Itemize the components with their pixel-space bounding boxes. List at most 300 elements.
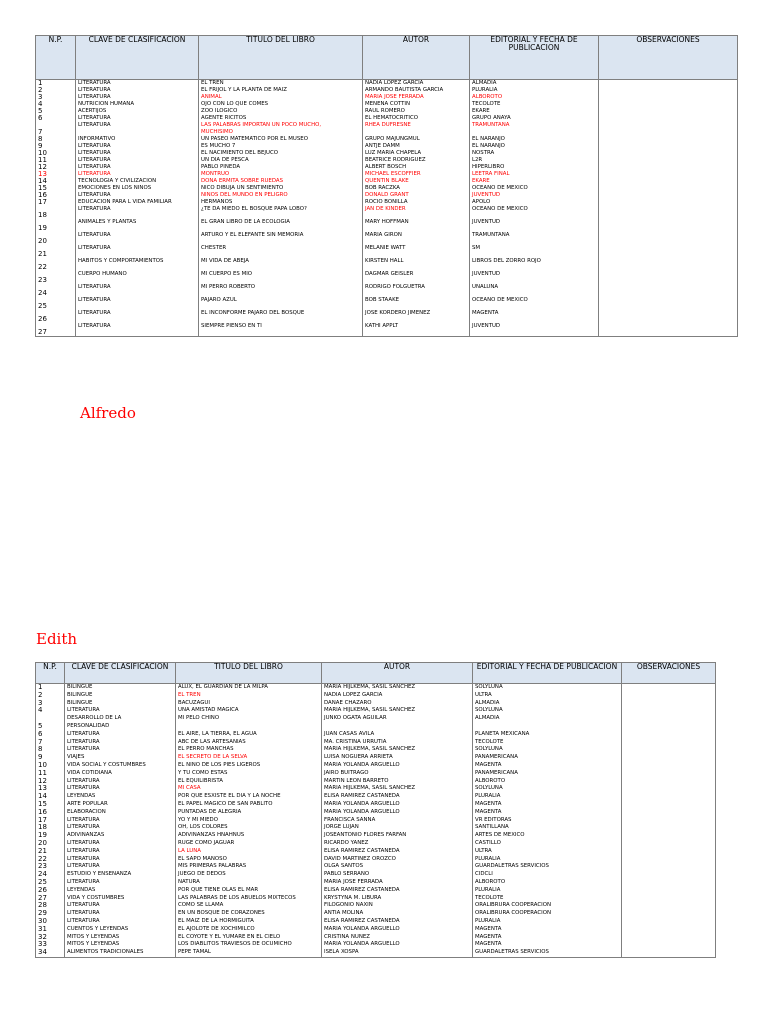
cell-autor: ISELA XOSPA bbox=[322, 949, 473, 957]
clave-text: NUTRICION HUMANA bbox=[78, 101, 135, 107]
cell-autor: MELANIE WATT bbox=[363, 245, 470, 258]
header-autor: AUTOR bbox=[363, 36, 470, 80]
cell-np: 32 bbox=[36, 934, 65, 942]
titulo-text: UN PASEO MATEMATICO POR EL MUSEO bbox=[201, 135, 308, 142]
table-row bbox=[36, 192, 738, 199]
header-editorial: EDITORIAL Y FECHA DE PUBLICACION bbox=[470, 36, 599, 80]
cell-clave bbox=[76, 232, 199, 245]
cell-titulo bbox=[176, 817, 322, 825]
cell-editorial: ULTRA bbox=[473, 848, 622, 856]
cell-titulo bbox=[176, 684, 322, 692]
titulo-text: NICO DIBUJA UN SENTIMIENTO bbox=[201, 184, 284, 191]
cell-editorial: ALMADIA bbox=[473, 700, 622, 708]
cell-clave bbox=[65, 856, 176, 864]
cell-observaciones bbox=[622, 856, 716, 864]
cell-editorial: MAGENTA bbox=[473, 926, 622, 934]
cell-autor: MARIA YOLANDA ARGUELLO bbox=[322, 941, 473, 949]
cell-autor: BOB RACZKA bbox=[363, 185, 470, 192]
cell-np: 10 bbox=[36, 762, 65, 770]
table-row bbox=[36, 87, 738, 94]
titulo-text-line2: MUCHISIMO bbox=[201, 128, 233, 135]
cell-titulo bbox=[176, 754, 322, 762]
cell-titulo bbox=[199, 171, 363, 178]
clave-text: VIAJES bbox=[67, 754, 85, 761]
titulo-text: EL AJOLOTE DE XOCHIMILCO bbox=[178, 925, 255, 932]
cell-editorial: JUVENTUD bbox=[470, 323, 599, 337]
cell-autor: MARIA HIJLKEMA, SASIL SANCHEZ bbox=[322, 684, 473, 692]
cell-autor: KIRSTEN HALL bbox=[363, 258, 470, 271]
cell-observaciones bbox=[599, 192, 738, 199]
titulo-text: ANIMAL bbox=[201, 94, 222, 100]
cell-autor: JAN DE KINDER bbox=[363, 206, 470, 219]
cell-editorial: ALBOROTO bbox=[470, 94, 599, 101]
table-row bbox=[36, 206, 738, 219]
cell-editorial: GUARDALETRAS SERVICIOS bbox=[473, 949, 622, 957]
cell-clave bbox=[65, 793, 176, 801]
clave-text: LITERATURA bbox=[67, 910, 100, 917]
cell-clave bbox=[65, 918, 176, 926]
table-row bbox=[36, 700, 716, 708]
cell-clave bbox=[65, 785, 176, 793]
table-row bbox=[36, 164, 738, 171]
cell-titulo bbox=[176, 692, 322, 700]
cell-titulo bbox=[199, 232, 363, 245]
cell-observaciones bbox=[622, 863, 716, 871]
table-row bbox=[36, 746, 716, 754]
cell-np: 23 bbox=[36, 863, 65, 871]
cell-np: 14 bbox=[36, 178, 76, 185]
cell-editorial: SOLYLUNA bbox=[473, 785, 622, 793]
titulo-text: AGENTE RICITOS bbox=[201, 115, 247, 121]
cell-editorial: PLANETA MEXICANA bbox=[473, 731, 622, 739]
cell-autor: RHEA DUFRESNE bbox=[363, 122, 470, 136]
table-row bbox=[36, 178, 738, 185]
cell-titulo bbox=[176, 809, 322, 817]
clave-text: MITOS Y LEYENDAS bbox=[67, 933, 120, 940]
cell-titulo bbox=[199, 164, 363, 171]
cell-autor: FILOGONIO NAXIN bbox=[322, 902, 473, 910]
cell-editorial: OCEANO DE MEXICO bbox=[470, 206, 599, 219]
signature-alfredo: Alfredo bbox=[80, 404, 136, 422]
titulo-text: Y TU COMO ESTAS bbox=[178, 769, 228, 776]
table-row bbox=[36, 762, 716, 770]
cell-clave bbox=[76, 178, 199, 185]
cell-editorial: JUVENTUD bbox=[470, 192, 599, 199]
titulo-text: MIS PRIMERAS PALABRAS bbox=[178, 863, 247, 870]
clave-text: CUERPO HUMANO bbox=[78, 270, 127, 277]
cell-autor: ELISA RAMIREZ CASTAÑEDA bbox=[322, 918, 473, 926]
cell-observaciones bbox=[622, 684, 716, 692]
cell-editorial: EL NARANJO bbox=[470, 143, 599, 150]
clave-text: TECNOLOGIA Y CIVILIZACION bbox=[78, 177, 157, 184]
cell-clave bbox=[65, 910, 176, 918]
clave-text: ESTUDIO Y ENSEÑANZA bbox=[67, 871, 132, 878]
cell-observaciones bbox=[622, 840, 716, 848]
titulo-text: SIEMPRE PIENSO EN TI bbox=[201, 322, 262, 329]
cell-observaciones bbox=[599, 94, 738, 101]
cell-observaciones bbox=[599, 284, 738, 297]
cell-observaciones bbox=[622, 746, 716, 754]
cell-autor: JUNKO OGATA AGUILAR bbox=[322, 715, 473, 731]
table-row bbox=[36, 94, 738, 101]
cell-observaciones bbox=[622, 801, 716, 809]
clave-text: LITERATURA bbox=[67, 707, 100, 714]
cell-autor: RICARDO YAÑEZ bbox=[322, 840, 473, 848]
titulo-text: CHESTER bbox=[201, 244, 227, 251]
cell-editorial: ARTES DE MEXICO bbox=[473, 832, 622, 840]
cell-clave bbox=[76, 80, 199, 88]
table-row bbox=[36, 692, 716, 700]
titulo-text: JUEGO DE DEDOS bbox=[178, 871, 226, 878]
cell-clave bbox=[76, 258, 199, 271]
table-row bbox=[36, 185, 738, 192]
clave-text: LITERATURA bbox=[78, 163, 111, 170]
cell-observaciones bbox=[599, 258, 738, 271]
cell-titulo bbox=[176, 848, 322, 856]
table-row bbox=[36, 258, 738, 271]
cell-observaciones bbox=[622, 824, 716, 832]
cell-autor: KRYSTYNA M. LIBURA bbox=[322, 895, 473, 903]
cell-np: 18 bbox=[36, 206, 76, 219]
cell-editorial: SOLYLUNA bbox=[473, 684, 622, 692]
titulo-text: ABC DE LAS ARTESANIAS bbox=[178, 738, 246, 745]
table-header-row bbox=[36, 663, 716, 684]
clave-text: LITERATURA bbox=[78, 149, 111, 156]
cell-autor: LUISA NOGUERA ARRIETA bbox=[322, 754, 473, 762]
book-table-edith bbox=[35, 662, 716, 958]
cell-observaciones bbox=[622, 731, 716, 739]
cell-observaciones bbox=[599, 115, 738, 122]
cell-np: 2 bbox=[36, 87, 76, 94]
cell-clave bbox=[76, 185, 199, 192]
cell-titulo bbox=[176, 707, 322, 715]
cell-np: 14 bbox=[36, 793, 65, 801]
table-row bbox=[36, 219, 738, 232]
cell-titulo bbox=[176, 879, 322, 887]
clave-text: LEYENDAS bbox=[67, 793, 96, 800]
cell-editorial: PLURALIA bbox=[473, 856, 622, 864]
cell-np: 12 bbox=[36, 164, 76, 171]
header-observaciones: OBSERVACIONES bbox=[622, 663, 716, 684]
table-row bbox=[36, 801, 716, 809]
cell-titulo bbox=[176, 785, 322, 793]
cell-np: 33 bbox=[36, 941, 65, 949]
cell-autor: JAIRO BUITRAGO bbox=[322, 770, 473, 778]
cell-titulo bbox=[176, 770, 322, 778]
cell-titulo bbox=[199, 258, 363, 271]
cell-editorial: JUVENTUD bbox=[470, 219, 599, 232]
titulo-text: PAJARO AZUL bbox=[201, 296, 237, 303]
cell-observaciones bbox=[622, 770, 716, 778]
table-row bbox=[36, 707, 716, 715]
clave-text: BILINGÜE bbox=[67, 691, 93, 698]
cell-np: 6 bbox=[36, 731, 65, 739]
table-row bbox=[36, 715, 716, 731]
table-row bbox=[36, 157, 738, 164]
cell-np: 10 bbox=[36, 150, 76, 157]
cell-clave bbox=[65, 778, 176, 786]
cell-clave bbox=[65, 817, 176, 825]
cell-observaciones bbox=[599, 164, 738, 171]
cell-titulo bbox=[176, 941, 322, 949]
cell-autor: PABLO SERRANO bbox=[322, 871, 473, 879]
titulo-text: EL GRAN LIBRO DE LA ECOLOGIA bbox=[201, 218, 290, 225]
cell-np: 22 bbox=[36, 856, 65, 864]
titulo-text: PUNTADAS DE ALEGRIA bbox=[178, 808, 242, 815]
table-row bbox=[36, 871, 716, 879]
cell-autor: MARIA HIJLKEMA, SASIL SANCHEZ bbox=[322, 746, 473, 754]
table-row bbox=[36, 323, 738, 337]
cell-autor: DAVID MARTINEZ OROZCO bbox=[322, 856, 473, 864]
cell-autor: ELISA RAMIREZ CASTAÑEDA bbox=[322, 793, 473, 801]
cell-autor: MARIA YOLANDA ARGUELLO bbox=[322, 926, 473, 934]
cell-editorial: SOLYLUNA bbox=[473, 746, 622, 754]
table-row bbox=[36, 284, 738, 297]
titulo-text: COMO SE LLAMA bbox=[178, 902, 224, 909]
cell-observaciones bbox=[622, 754, 716, 762]
cell-editorial: JUVENTUD bbox=[470, 271, 599, 284]
titulo-text: EL SAPO MAÑOSO bbox=[178, 855, 227, 862]
cell-editorial: LEETRA FINAL bbox=[470, 171, 599, 178]
clave-text: LITERATURA bbox=[78, 205, 111, 212]
cell-observaciones bbox=[599, 185, 738, 192]
cell-observaciones bbox=[599, 157, 738, 164]
cell-autor: BOB STAAKE bbox=[363, 297, 470, 310]
clave-text: ADIVINANZAS bbox=[67, 832, 105, 839]
cell-editorial: LIBROS DEL ZORRO ROJO bbox=[470, 258, 599, 271]
cell-observaciones bbox=[599, 245, 738, 258]
cell-titulo bbox=[199, 157, 363, 164]
cell-editorial: GRUPO ANAYA bbox=[470, 115, 599, 122]
titulo-text: EL PERRO MANCHAS bbox=[178, 746, 234, 753]
cell-titulo bbox=[176, 887, 322, 895]
cell-titulo bbox=[176, 926, 322, 934]
table-row bbox=[36, 245, 738, 258]
cell-clave bbox=[76, 245, 199, 258]
cell-np: 21 bbox=[36, 245, 76, 258]
cell-np: 11 bbox=[36, 770, 65, 778]
cell-observaciones bbox=[599, 150, 738, 157]
cell-observaciones bbox=[599, 323, 738, 337]
cell-np: 25 bbox=[36, 297, 76, 310]
cell-editorial: UNALUNA bbox=[470, 284, 599, 297]
cell-titulo bbox=[176, 902, 322, 910]
cell-editorial: MAGENTA bbox=[473, 934, 622, 942]
table-row bbox=[36, 934, 716, 942]
cell-np: 3 bbox=[36, 94, 76, 101]
titulo-text: EL FRIJOL Y LA PLANTA DE MAIZ bbox=[201, 87, 287, 93]
table-row bbox=[36, 232, 738, 245]
cell-clave bbox=[76, 94, 199, 101]
cell-np: 15 bbox=[36, 185, 76, 192]
cell-np: 1 bbox=[36, 684, 65, 692]
titulo-text: EL PAPEL MAGICO DE SAN PABLITO bbox=[178, 800, 273, 807]
table-row bbox=[36, 731, 716, 739]
clave-text: CUENTOS Y LEYENDAS bbox=[67, 925, 129, 932]
cell-titulo bbox=[176, 895, 322, 903]
titulo-text: MI VIDA DE ABEJA bbox=[201, 257, 249, 264]
table-row bbox=[36, 271, 738, 284]
cell-clave bbox=[65, 895, 176, 903]
cell-np: 20 bbox=[36, 840, 65, 848]
cell-clave bbox=[65, 863, 176, 871]
cell-editorial: MAGENTA bbox=[470, 310, 599, 323]
cell-observaciones bbox=[622, 739, 716, 747]
cell-observaciones bbox=[599, 199, 738, 206]
cell-clave bbox=[76, 150, 199, 157]
table-row bbox=[36, 143, 738, 150]
cell-autor: DAGMAR GEISLER bbox=[363, 271, 470, 284]
cell-titulo bbox=[199, 150, 363, 157]
cell-observaciones bbox=[622, 692, 716, 700]
cell-autor: JORGE LUJAN bbox=[322, 824, 473, 832]
table-row bbox=[36, 902, 716, 910]
cell-clave bbox=[65, 949, 176, 957]
clave-text: BILINGÜE bbox=[67, 684, 93, 690]
cell-autor: NADIA LOPEZ GARCIA bbox=[363, 80, 470, 88]
cell-autor: RODRIGO FOLGUETRA bbox=[363, 284, 470, 297]
titulo-text: OJO CON LO QUE COMES bbox=[201, 101, 269, 107]
cell-titulo bbox=[176, 793, 322, 801]
titulo-text: POR QUE ESXISTE EL DIA Y LA NOCHE bbox=[178, 793, 281, 800]
clave-text: LITERATURA bbox=[67, 902, 100, 909]
cell-autor: ANTJE DAMM bbox=[363, 143, 470, 150]
table-header-row bbox=[36, 36, 738, 80]
clave-text: LITERATURA bbox=[67, 785, 100, 792]
cell-np: 26 bbox=[36, 310, 76, 323]
cell-observaciones bbox=[599, 143, 738, 150]
cell-np: 3 bbox=[36, 700, 65, 708]
titulo-text: LAS PALABRAS IMPORTAN UN POCO MUCHO, bbox=[201, 122, 322, 128]
cell-autor: MARIA YOLANDA ARGUELLO bbox=[322, 809, 473, 817]
cell-clave bbox=[76, 206, 199, 219]
cell-clave bbox=[65, 848, 176, 856]
cell-np: 2 bbox=[36, 692, 65, 700]
cell-clave bbox=[65, 926, 176, 934]
cell-np: 7 bbox=[36, 122, 76, 136]
cell-clave bbox=[76, 115, 199, 122]
titulo-text: UNA AMISTAD MAGICA bbox=[178, 707, 239, 714]
clave-text: LITERATURA bbox=[67, 839, 100, 846]
cell-clave bbox=[65, 809, 176, 817]
cell-editorial: TECOLOTE bbox=[470, 101, 599, 108]
cell-clave bbox=[65, 731, 176, 739]
titulo-text: MI PELO CHINO bbox=[178, 715, 220, 722]
cell-clave bbox=[76, 171, 199, 178]
cell-clave bbox=[76, 87, 199, 94]
cell-observaciones bbox=[599, 206, 738, 219]
cell-np: 18 bbox=[36, 824, 65, 832]
clave-text: MITOS Y LEYENDAS bbox=[67, 941, 120, 948]
cell-clave bbox=[65, 902, 176, 910]
titulo-text: DOÑA ERMITA SOBRE RUEDAS bbox=[201, 177, 283, 184]
cell-titulo bbox=[199, 108, 363, 115]
cell-editorial: MAGENTA bbox=[473, 941, 622, 949]
clave-text: VIDA COTIDIANA bbox=[67, 769, 112, 776]
table-row bbox=[36, 887, 716, 895]
clave-text: LITERATURA bbox=[78, 309, 111, 316]
cell-np: 19 bbox=[36, 832, 65, 840]
cell-autor: DONALD GRANT bbox=[363, 192, 470, 199]
cell-autor: MARIA YOLANDA ARGUELLO bbox=[322, 801, 473, 809]
table-row bbox=[36, 949, 716, 957]
cell-np: 5 bbox=[36, 715, 65, 731]
cell-clave bbox=[76, 323, 199, 337]
cell-autor: DANAE CHAZARO bbox=[322, 700, 473, 708]
titulo-text: YO Y MI MIEDO bbox=[178, 816, 218, 823]
cell-titulo bbox=[199, 284, 363, 297]
cell-autor: NADIA LOPEZ GARCIA bbox=[322, 692, 473, 700]
cell-autor: QUENTIN BLAKE bbox=[363, 178, 470, 185]
cell-editorial: EL NARANJO bbox=[470, 136, 599, 143]
cell-titulo bbox=[199, 219, 363, 232]
titulo-text: PEPE TAMAL bbox=[178, 949, 211, 956]
cell-clave bbox=[76, 297, 199, 310]
titulo-text: RUGE COMO JAGUAR bbox=[178, 839, 235, 846]
cell-autor: MARIA GIRON bbox=[363, 232, 470, 245]
table-row bbox=[36, 122, 738, 136]
cell-editorial: VR EDITORAS bbox=[473, 817, 622, 825]
cell-autor: MARY HOFFMAN bbox=[363, 219, 470, 232]
cell-editorial: EKARE bbox=[470, 178, 599, 185]
cell-clave bbox=[65, 715, 176, 731]
cell-np: 9 bbox=[36, 754, 65, 762]
cell-clave bbox=[65, 871, 176, 879]
cell-editorial: ALMADIA bbox=[470, 80, 599, 88]
cell-np: 23 bbox=[36, 271, 76, 284]
cell-observaciones bbox=[622, 949, 716, 957]
table-row bbox=[36, 941, 716, 949]
cell-clave bbox=[65, 879, 176, 887]
cell-autor: MARTIN LEON BARRETO bbox=[322, 778, 473, 786]
cell-np: 34 bbox=[36, 949, 65, 957]
cell-np: 13 bbox=[36, 171, 76, 178]
cell-titulo bbox=[176, 863, 322, 871]
table-row bbox=[36, 754, 716, 762]
cell-titulo bbox=[176, 934, 322, 942]
cell-editorial: SANTILLANA bbox=[473, 824, 622, 832]
cell-titulo bbox=[176, 918, 322, 926]
titulo-text: MONTRUO bbox=[201, 170, 230, 177]
cell-autor: ELISA RAMIREZ CASTAÑEDA bbox=[322, 887, 473, 895]
clave-text: VIDA SOCIAL Y COSTUMBRES bbox=[67, 761, 146, 768]
cell-editorial: PLURALIA bbox=[470, 87, 599, 94]
clave-text: LITERATURA bbox=[78, 231, 111, 238]
cell-autor: MARIA YOLANDA ARGUELLO bbox=[322, 762, 473, 770]
cell-np: 17 bbox=[36, 817, 65, 825]
cell-clave bbox=[65, 840, 176, 848]
cell-titulo bbox=[199, 115, 363, 122]
table-row bbox=[36, 856, 716, 864]
clave-text: LITERATURA bbox=[78, 244, 111, 251]
titulo-text: EN UN BOSQUE DE CORAZONES bbox=[178, 910, 265, 917]
cell-autor: ANTIA MOLINA bbox=[322, 910, 473, 918]
titulo-text: POR QUE TIENE OLAS EL MAR bbox=[178, 886, 259, 893]
cell-np: 9 bbox=[36, 143, 76, 150]
titulo-text: EL AIRE, LA TIERRA, EL AGUA bbox=[178, 730, 257, 737]
cell-autor: ROCIO BONILLA bbox=[363, 199, 470, 206]
cell-editorial: CASTILLO bbox=[473, 840, 622, 848]
cell-np: 7 bbox=[36, 739, 65, 747]
cell-observaciones bbox=[622, 848, 716, 856]
cell-editorial: SOLYLUNA bbox=[473, 707, 622, 715]
cell-clave bbox=[76, 219, 199, 232]
titulo-text: EL INCONFORME PAJARO DEL BOSQUE bbox=[201, 309, 305, 316]
cell-titulo bbox=[199, 185, 363, 192]
header-titulo: TITULO DEL LIBRO bbox=[199, 36, 363, 80]
table-row bbox=[36, 778, 716, 786]
cell-clave bbox=[65, 754, 176, 762]
